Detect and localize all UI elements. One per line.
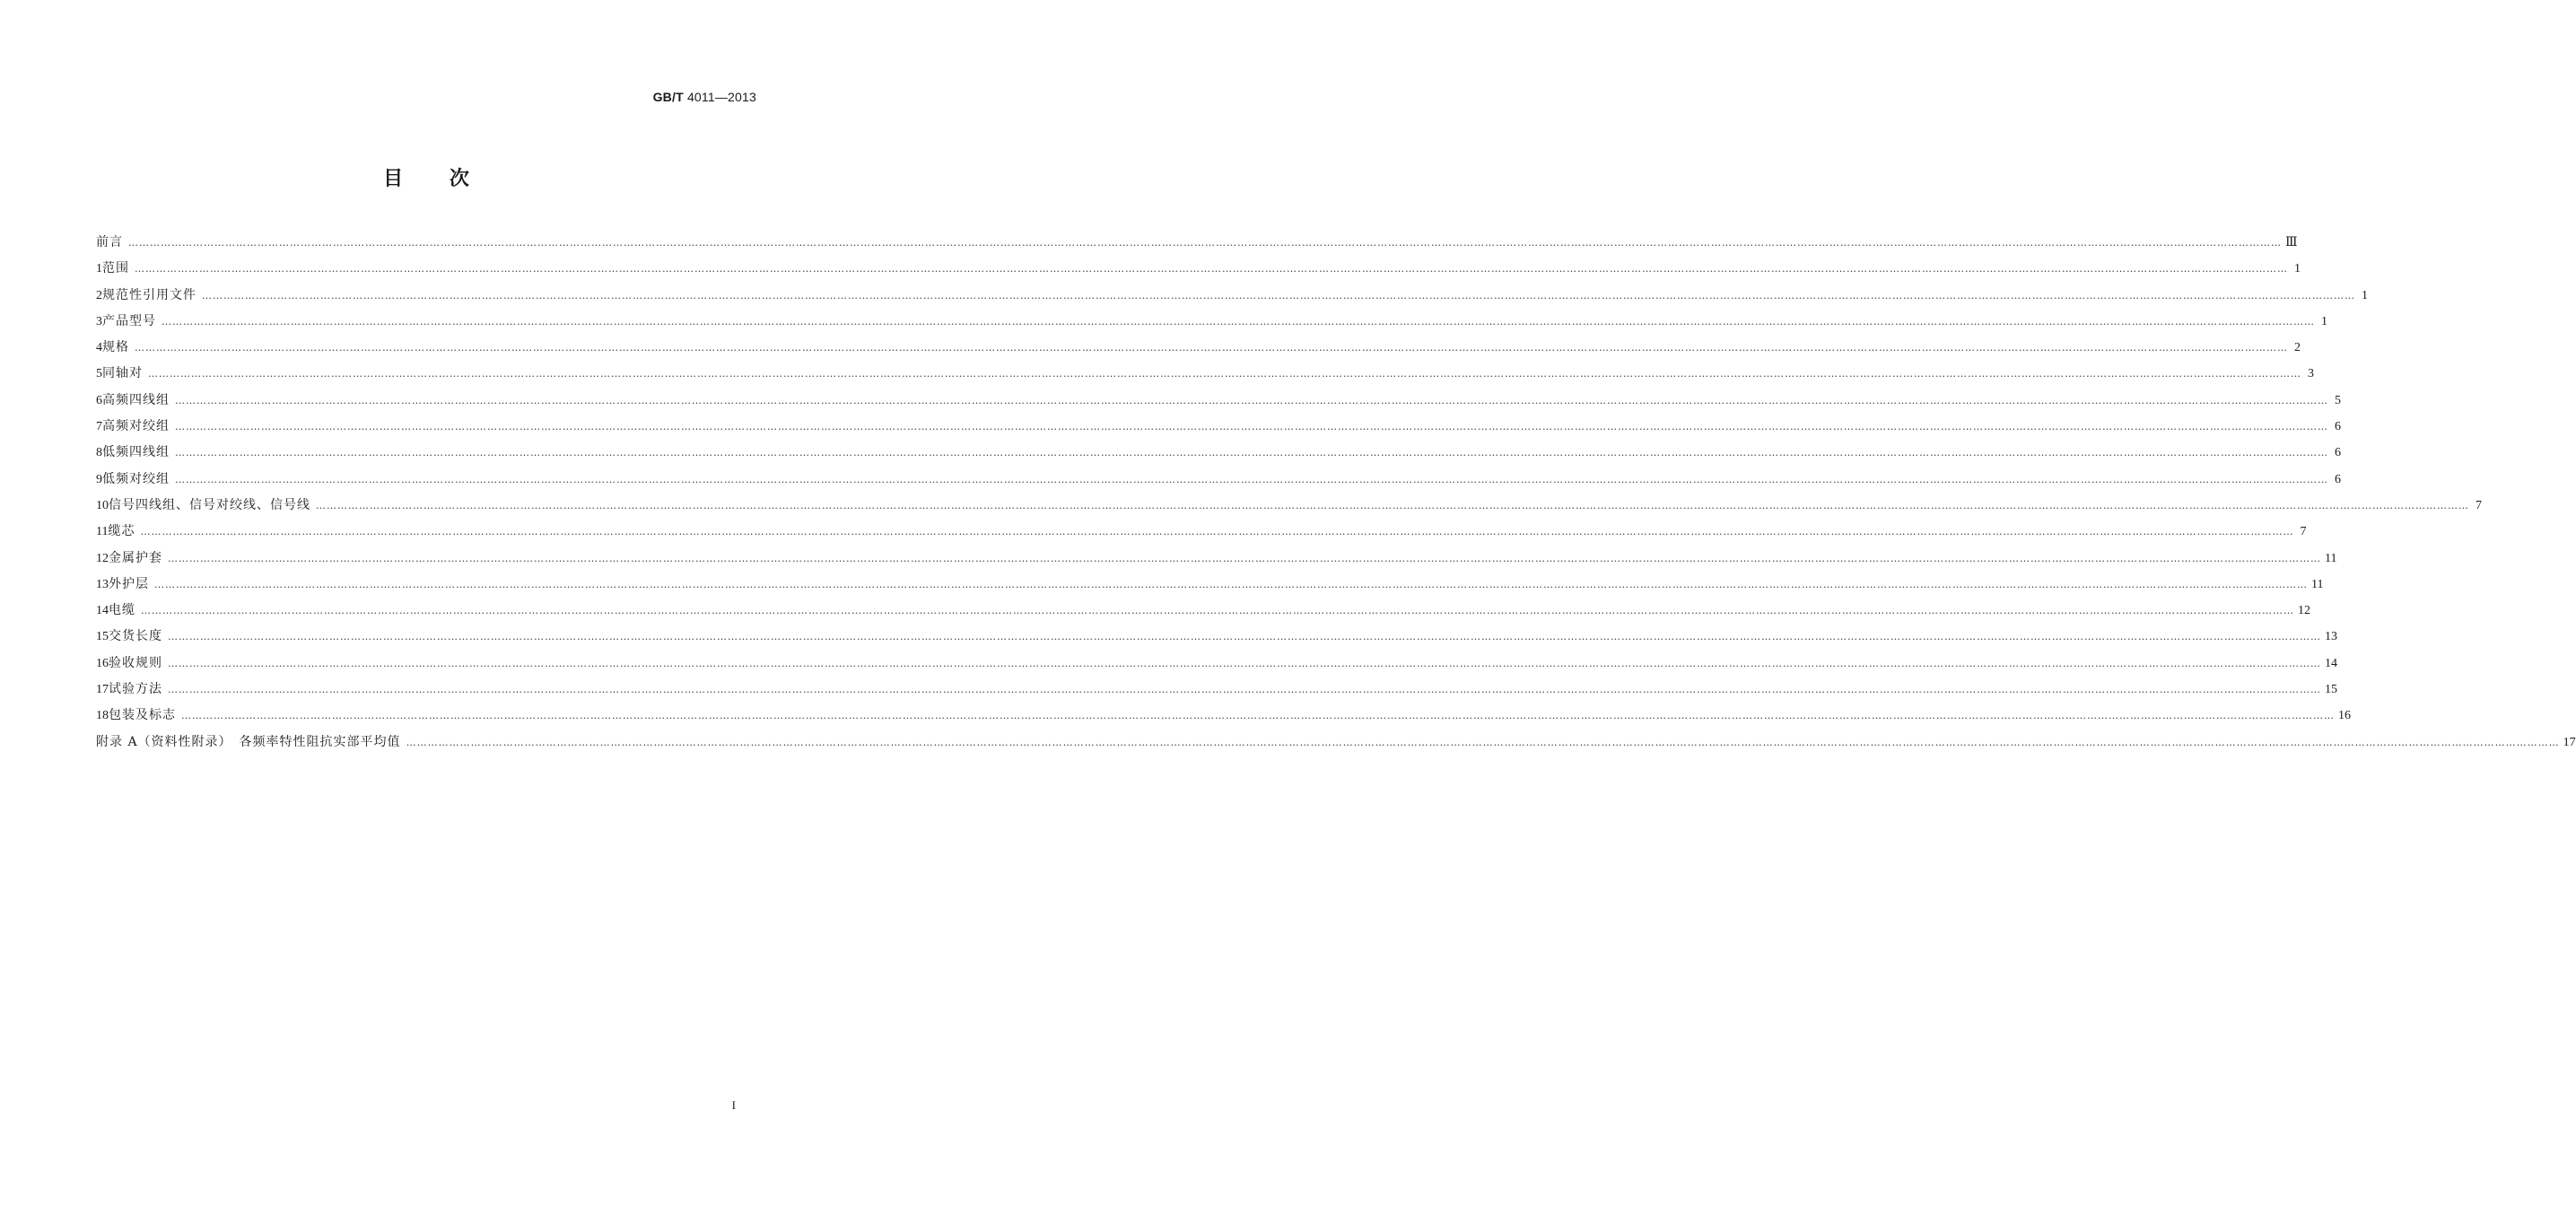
toc-dot-leader: …………………………………………………………………………………………………………………………………………………………………………………………………………………………………………………………………………………………………………………………………………………………………………………………………………………………………………………………………………………………………………………………………………………… (135, 263, 2288, 275)
toc-entry-number: 6 (96, 393, 102, 407)
toc-entry-page: 7 (2300, 525, 2307, 539)
toc-entry-title: 规范性引用文件 (102, 287, 196, 302)
toc-entry[interactable] (96, 519, 2307, 545)
toc-dot-leader: …………………………………………………………………………………………………………………………………………………………………………………………………………………………………………………………………………………………………………………………………………………………………………………………………………………………………………………………………………………………………………………………………………………… (175, 447, 2328, 459)
toc-dot-leader: …………………………………………………………………………………………………………………………………………………………………………………………………………………………………………………………………………………………………………………………………………………………………………………………………………………………………………………………………………………………………………………………………………………… (406, 736, 2560, 748)
toc-entry-number: 9 (96, 472, 102, 486)
toc-entry-number: 1 (96, 262, 102, 276)
toc-entry-page: 11 (2325, 551, 2337, 565)
toc-entry-page: 1 (2362, 288, 2368, 302)
toc-dot-leader: …………………………………………………………………………………………………………………………………………………………………………………………………………………………………………………………………………………………………………………………………………………………………………………………………………………………………………………………………………………………………………………………………………………… (181, 710, 2335, 722)
toc-entry-title: 规格 (102, 340, 129, 355)
toc-entry[interactable] (96, 388, 2341, 414)
page-title: 目 次 (383, 168, 469, 190)
toc-entry[interactable] (96, 572, 2324, 598)
toc-entry-number: 2 (96, 288, 102, 302)
toc-entry[interactable] (96, 651, 2337, 677)
toc-entry-title: 验收规则 (109, 655, 162, 670)
toc-entry[interactable] (96, 730, 2576, 756)
toc-entry-title: 金属护套 (109, 550, 162, 565)
toc-entry-page: 11 (2311, 577, 2324, 591)
toc-entry-page: 16 (2338, 709, 2351, 723)
toc-entry-title: 同轴对 (102, 366, 143, 381)
toc-entry-number: 7 (96, 420, 102, 434)
toc-dot-leader: …………………………………………………………………………………………………………………………………………………………………………………………………………………………………………………………………………………………………………………………………………………………………………………………………………………………………………………………………………………………………………………………………………………… (175, 473, 2328, 485)
toc-entry-page: 14 (2325, 656, 2337, 670)
toc-entry[interactable] (96, 677, 2337, 703)
toc-entry[interactable] (96, 440, 2341, 466)
toc-entry[interactable] (96, 598, 2310, 624)
toc-entry-title: 高频对绞组 (102, 419, 170, 434)
toc-entry-title: 电缆 (109, 603, 135, 618)
toc-entry-page: 5 (2335, 393, 2341, 407)
toc-entry-page: 2 (2294, 341, 2301, 355)
toc-entry[interactable] (96, 467, 2341, 493)
toc-entry-title: 低频对绞组 (102, 471, 170, 486)
toc-entry[interactable] (96, 703, 2351, 729)
toc-dot-leader: …………………………………………………………………………………………………………………………………………………………………………………………………………………………………………………………………………………………………………………………………………………………………………………………………………………………………………………………………………………………………………………………………………………… (162, 315, 2315, 328)
toc-entry-title: 外护层 (109, 576, 149, 591)
standard-code-number: 4011—2013 (686, 90, 756, 104)
toc-entry-number: 5 (96, 367, 102, 381)
toc-entry-page: 7 (2476, 498, 2482, 512)
standard-code-prefix: GB/T (652, 90, 684, 104)
toc-entry[interactable] (96, 230, 2298, 256)
toc-entry-number: 13 (96, 577, 109, 591)
toc-entry-title: 交货长度 (109, 629, 162, 644)
toc-entry-title: 产品型号 (102, 313, 156, 328)
toc-dot-leader: …………………………………………………………………………………………………………………………………………………………………………………………………………………………………………………………………………………………………………………………………………………………………………………………………………………………………………………………………………………………………………………………………………………… (141, 605, 2294, 617)
toc-dot-leader: …………………………………………………………………………………………………………………………………………………………………………………………………………………………………………………………………………………………………………………………………………………………………………………………………………………………………………………………………………………………………………………………………………………… (140, 526, 2294, 538)
toc-dot-leader: …………………………………………………………………………………………………………………………………………………………………………………………………………………………………………………………………………………………………………………………………………………………………………………………………………………………………………………………………………………………………………………………………………………… (135, 342, 2288, 354)
toc-dot-leader: …………………………………………………………………………………………………………………………………………………………………………………………………………………………………………………………………………………………………………………………………………………………………………………………………………………………………………………………………………………………………………………………………………………… (168, 552, 2321, 564)
toc-entry-number: 15 (96, 630, 109, 644)
toc-entry-page: 12 (2298, 604, 2310, 618)
toc-entry-title: 范围 (102, 261, 129, 276)
standard-code (653, 90, 756, 104)
toc-entry[interactable] (96, 309, 2327, 335)
toc-dot-leader: …………………………………………………………………………………………………………………………………………………………………………………………………………………………………………………………………………………………………………………………………………………………………………………………………………………………………………………………………………………………………………………………………………………… (175, 421, 2328, 433)
toc-entry[interactable] (96, 546, 2337, 572)
toc-entry-title: 包装及标志 (109, 708, 176, 723)
toc-entry-page: 6 (2335, 420, 2341, 434)
toc-entry-number: 11 (96, 525, 109, 539)
toc-entry-page: Ⅲ (2285, 236, 2298, 249)
toc-entry-number: 12 (96, 551, 109, 565)
toc-entry-title: 缆芯 (108, 524, 135, 539)
toc-entry-number: 10 (96, 498, 109, 512)
toc-entry-number: 4 (96, 341, 102, 355)
toc-dot-leader: …………………………………………………………………………………………………………………………………………………………………………………………………………………………………………………………………………………………………………………………………………………………………………………………………………………………………………………………………………………………………………………………………………………… (202, 289, 2355, 302)
toc-entry-title: 高频四线组 (102, 392, 170, 407)
toc-entry-number: 8 (96, 446, 102, 460)
toc-entry[interactable] (96, 624, 2337, 650)
toc-entry-title: 前言 (96, 235, 123, 249)
page-number: I (731, 1098, 736, 1112)
toc-entry-page: 6 (2335, 446, 2341, 460)
toc-entry-page: 1 (2321, 314, 2327, 328)
toc-entry-page: 3 (2308, 367, 2314, 381)
toc-entry-title: 信号四线组、信号对绞线、信号线 (109, 497, 310, 512)
toc-entry[interactable] (96, 335, 2301, 361)
toc-entry-number: 18 (96, 709, 109, 723)
toc-entry-page: 13 (2325, 630, 2337, 644)
toc-entry[interactable] (96, 283, 2368, 309)
toc-entry-title: 低频四线组 (102, 445, 170, 460)
toc-entry-number: 16 (96, 656, 109, 670)
toc-dot-leader: …………………………………………………………………………………………………………………………………………………………………………………………………………………………………………………………………………………………………………………………………………………………………………………………………………………………………………………………………………………………………………………………………………………… (154, 578, 2308, 590)
toc-entry-page: 17 (2563, 735, 2576, 749)
toc-dot-leader: …………………………………………………………………………………………………………………………………………………………………………………………………………………………………………………………………………………………………………………………………………………………………………………………………………………………………………………………………………………………………………………………………………………… (175, 394, 2328, 406)
toc-entry-title: 附录 A（资料性附录） 各频率特性阻抗实部平均值 (96, 734, 401, 749)
toc-entry[interactable] (96, 361, 2314, 387)
toc-entry-number: 17 (96, 683, 109, 697)
toc-dot-leader: …………………………………………………………………………………………………………………………………………………………………………………………………………………………………………………………………………………………………………………………………………………………………………………………………………………………………………………………………………………………………………………………………………………… (168, 684, 2321, 696)
table-of-contents (96, 230, 2576, 756)
toc-entry-number: 14 (96, 604, 109, 618)
toc-entry-page: 6 (2335, 472, 2341, 486)
toc-entry-title: 试验方法 (109, 682, 162, 697)
toc-entry-page: 15 (2325, 683, 2337, 697)
toc-entry[interactable] (96, 493, 2482, 519)
toc-entry-number: 3 (96, 314, 102, 328)
toc-dot-leader: …………………………………………………………………………………………………………………………………………………………………………………………………………………………………………………………………………………………………………………………………………………………………………………………………………………………………………………………………………………………………………………………………………………… (316, 499, 2469, 511)
toc-entry[interactable] (96, 414, 2341, 440)
toc-entry-page: 1 (2294, 262, 2301, 276)
toc-entry[interactable] (96, 256, 2301, 282)
toc-dot-leader: …………………………………………………………………………………………………………………………………………………………………………………………………………………………………………………………………………………………………………………………………………………………………………………………………………………………………………………………………………………………………………………………………………………… (168, 657, 2321, 669)
toc-dot-leader: …………………………………………………………………………………………………………………………………………………………………………………………………………………………………………………………………………………………………………………………………………………………………………………………………………………………………………………………………………………………………………………………………………………… (148, 368, 2301, 380)
toc-dot-leader: …………………………………………………………………………………………………………………………………………………………………………………………………………………………………………………………………………………………………………………………………………………………………………………………………………………………………………………………………………………………………………………………………………………… (128, 237, 2282, 249)
toc-dot-leader: …………………………………………………………………………………………………………………………………………………………………………………………………………………………………………………………………………………………………………………………………………………………………………………………………………………………………………………………………………………………………………………………………………………… (168, 631, 2321, 643)
